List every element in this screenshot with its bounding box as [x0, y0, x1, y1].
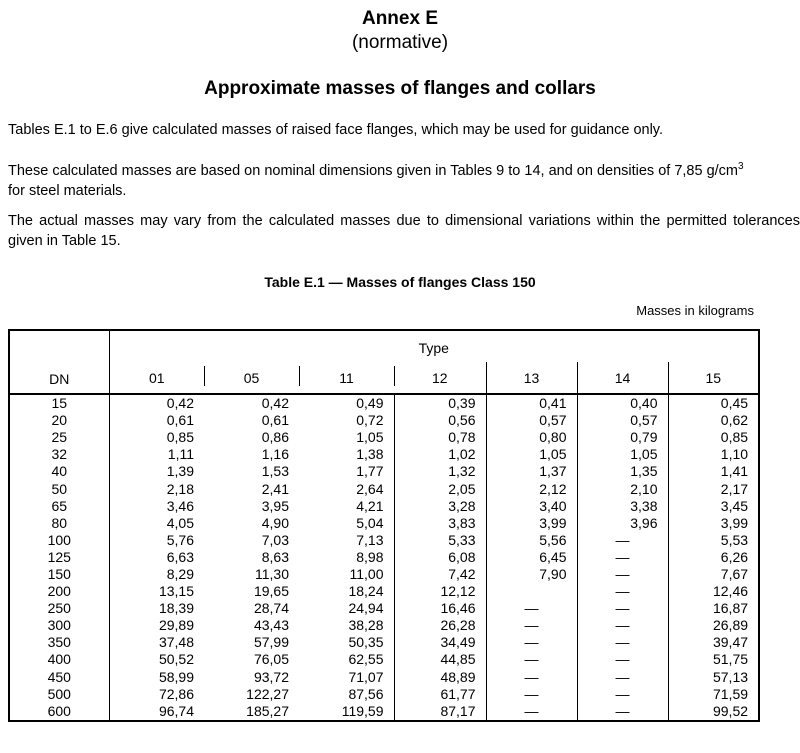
table-row: [9, 634, 759, 651]
mass-cell: 0,72: [356, 412, 384, 429]
dn-cell: 40: [9, 463, 109, 480]
mass-cell: 44,85: [394, 651, 486, 668]
dn-cell: 32: [9, 446, 109, 463]
annex-title: Annex E: [361, 8, 439, 29]
mass-cell: 8,63: [261, 548, 289, 565]
mass-cell: 0,85: [166, 429, 194, 446]
mass-cell: —: [486, 686, 577, 703]
mass-cell: 87,56: [348, 685, 384, 702]
mass-cell: 11,30: [255, 565, 289, 582]
masses-table: [8, 329, 760, 722]
mass-cell: 39,47: [668, 634, 759, 651]
mass-cell: —: [577, 634, 668, 651]
mass-cell: 0,80: [486, 429, 577, 446]
dn-cell: 100: [9, 532, 109, 549]
mass-cell: 3,83: [394, 515, 486, 532]
dn-cell: 15: [9, 394, 109, 412]
column-header: 13: [486, 362, 577, 394]
column-header: 14: [577, 362, 668, 394]
mass-cell: 11,00: [349, 565, 384, 582]
column-header-row: [9, 362, 759, 394]
mass-cell: 4,21: [356, 497, 384, 514]
mass-cell: —: [577, 686, 668, 703]
mass-cell: 6,63: [166, 548, 194, 565]
mass-cell: —: [577, 566, 668, 583]
mass-cell: 0,61: [166, 412, 194, 429]
mass-cell: 48,89: [394, 669, 486, 686]
mass-cell: 28,74: [253, 600, 289, 617]
mass-cell: 2,41: [261, 480, 289, 497]
mass-cell: 18,24: [348, 583, 384, 600]
mass-cell: —: [577, 532, 668, 549]
mass-cell: 3,38: [577, 498, 668, 515]
mass-cell: 0,56: [394, 412, 486, 429]
mass-cell: 0,45: [668, 394, 759, 412]
column-header: 01: [109, 362, 204, 394]
mass-cell: 57,13: [668, 669, 759, 686]
mass-cell: —: [577, 703, 668, 721]
mass-cell: 1,10: [668, 446, 759, 463]
mass-cell: 19,65: [253, 583, 289, 600]
mass-cell: 7,67: [668, 566, 759, 583]
paragraph-guidance: Tables E.1 to E.6 give calculated masses of raised face flanges, which may be used for guidance only.: [8, 122, 664, 138]
mass-cell: 0,40: [577, 394, 668, 412]
mass-cell: 51,75: [668, 651, 759, 668]
mass-cell: 0,62: [668, 412, 759, 429]
table-row: [9, 651, 759, 668]
mass-cell: 5,56: [486, 532, 577, 549]
mass-cell: 0,61: [261, 412, 289, 429]
mass-cell: —: [577, 583, 668, 600]
paragraph-density-tail: for steel materials.: [8, 182, 127, 199]
mass-cell: 1,16: [261, 446, 289, 463]
dn-cell: 600: [9, 703, 109, 721]
mass-cell: 1,39: [166, 463, 194, 480]
dn-header: DN: [9, 330, 109, 394]
mass-cell: 18,39: [158, 600, 194, 617]
column-header: 12: [394, 362, 486, 394]
mass-cell: 16,46: [394, 600, 486, 617]
mass-cell: 0,57: [577, 412, 668, 429]
table-row: [9, 412, 759, 429]
mass-cell: 3,46: [166, 497, 194, 514]
mass-cell: 3,28: [394, 498, 486, 515]
dn-cell: 250: [9, 600, 109, 617]
mass-cell: 62,55: [348, 651, 384, 668]
dn-cell: 350: [9, 634, 109, 651]
type-header: Type: [418, 339, 449, 356]
mass-cell: 12,46: [668, 583, 759, 600]
table-row: [9, 532, 759, 549]
dn-cell: 80: [9, 515, 109, 532]
mass-cell: 1,02: [394, 446, 486, 463]
mass-cell: 119,59: [341, 702, 384, 719]
dn-cell: 25: [9, 429, 109, 446]
mass-cell: 1,37: [486, 463, 577, 480]
mass-cell: —: [486, 669, 577, 686]
dn-cell: 50: [9, 480, 109, 497]
mass-cell: 61,77: [394, 686, 486, 703]
dn-cell: 125: [9, 549, 109, 566]
table-row: [9, 549, 759, 566]
paragraph-density-text: These calculated masses are based on nominal dimensions given in Tables 9 to 14, and on densities of 7,85 g/cm: [8, 162, 739, 179]
mass-cell: 3,40: [486, 498, 577, 515]
mass-cell: 1,35: [577, 463, 668, 480]
mass-cell: 26,28: [394, 617, 486, 634]
mass-cell: —: [577, 600, 668, 617]
mass-cell: 50,52: [158, 651, 194, 668]
mass-cell: 71,59: [668, 686, 759, 703]
mass-cell: 5,04: [356, 514, 384, 531]
mass-cell: —: [577, 549, 668, 566]
mass-cell: 0,78: [394, 429, 486, 446]
mass-cell: 43,43: [253, 617, 289, 634]
mass-cell: 2,10: [577, 480, 668, 497]
mass-cell: 0,86: [261, 429, 289, 446]
mass-cell: 16,87: [668, 600, 759, 617]
mass-cell: 3,96: [577, 515, 668, 532]
mass-cell: [486, 583, 577, 600]
mass-cell: 0,42: [166, 395, 194, 412]
mass-cell: 1,38: [356, 446, 384, 463]
mass-cell: 4,05: [166, 514, 194, 531]
mass-cell: —: [486, 703, 577, 721]
mass-cell: 34,49: [394, 634, 486, 651]
mass-cell: 2,05: [394, 480, 486, 497]
table-row: [9, 498, 759, 515]
dn-cell: 500: [9, 686, 109, 703]
table-row: [9, 394, 759, 412]
mass-cell: 7,13: [356, 531, 384, 548]
table-row: [9, 669, 759, 686]
mass-cell: —: [577, 669, 668, 686]
dn-cell: 300: [9, 617, 109, 634]
mass-cell: 6,08: [394, 549, 486, 566]
mass-cell: 3,95: [261, 497, 289, 514]
mass-cell: 37,48: [158, 634, 194, 651]
mass-cell: 185,27: [246, 702, 289, 719]
mass-cell: 4,90: [261, 514, 289, 531]
units-note: Masses in kilograms: [636, 303, 754, 318]
mass-cell: 1,05: [356, 429, 384, 446]
table-caption: Table E.1 — Masses of flanges Class 150: [264, 274, 536, 290]
mass-cell: 38,28: [348, 617, 384, 634]
mass-cell: 5,76: [166, 531, 194, 548]
mass-cell: 1,11: [167, 446, 194, 463]
mass-cell: 13,15: [158, 583, 194, 600]
paragraph-density-superscript: 3: [738, 161, 744, 172]
mass-cell: 76,05: [253, 651, 289, 668]
mass-cell: 1,53: [261, 463, 289, 480]
table-row: [9, 686, 759, 703]
mass-cell: 87,17: [394, 703, 486, 721]
mass-cell: 8,98: [356, 548, 384, 565]
mass-cell: 8,29: [166, 565, 194, 582]
mass-cell: 0,49: [356, 395, 384, 412]
column-header: 15: [668, 362, 759, 394]
table-row: [9, 703, 759, 721]
column-header: 11: [299, 362, 394, 394]
dn-cell: 450: [9, 669, 109, 686]
table-row: [9, 463, 759, 480]
table-row: [9, 566, 759, 583]
mass-cell: 93,72: [253, 668, 289, 685]
dn-cell: 20: [9, 412, 109, 429]
mass-cell: 1,32: [394, 463, 486, 480]
mass-cell: 3,45: [668, 498, 759, 515]
mass-cell: 99,52: [668, 703, 759, 721]
mass-cell: 5,53: [668, 532, 759, 549]
paragraph-density: [8, 157, 800, 201]
mass-cell: 0,39: [394, 394, 486, 412]
mass-cell: 0,79: [577, 429, 668, 446]
mass-cell: 2,18: [166, 480, 194, 497]
section-title: Approximate masses of flanges and collars: [204, 78, 596, 99]
mass-cell: 2,12: [486, 480, 577, 497]
mass-cell: 24,94: [348, 600, 384, 617]
mass-cell: 72,86: [158, 685, 194, 702]
mass-cell: 2,17: [668, 480, 759, 497]
dn-cell: 150: [9, 566, 109, 583]
mass-cell: 58,99: [158, 668, 194, 685]
mass-cell: 7,03: [261, 531, 289, 548]
mass-cell: 96,74: [158, 702, 194, 719]
dn-cell: 65: [9, 498, 109, 515]
mass-cell: 1,77: [356, 463, 384, 480]
table-row: [9, 480, 759, 497]
mass-cell: 7,90: [486, 566, 577, 583]
table-row: [9, 600, 759, 617]
mass-cell: 122,27: [246, 685, 289, 702]
mass-cell: —: [486, 651, 577, 668]
mass-cell: 1,05: [486, 446, 577, 463]
mass-cell: 0,85: [668, 429, 759, 446]
dn-cell: 400: [9, 651, 109, 668]
mass-cell: —: [577, 617, 668, 634]
mass-cell: 71,07: [348, 668, 384, 685]
mass-cell: 0,41: [486, 394, 577, 412]
table-row: [9, 446, 759, 463]
mass-cell: —: [486, 600, 577, 617]
mass-cell: 3,99: [668, 515, 759, 532]
mass-cell: 26,89: [668, 617, 759, 634]
table-row: [9, 617, 759, 634]
mass-cell: 5,33: [394, 532, 486, 549]
mass-cell: 6,45: [486, 549, 577, 566]
mass-cell: 0,42: [261, 395, 289, 412]
table-row: [9, 429, 759, 446]
mass-cell: 7,42: [394, 566, 486, 583]
mass-cell: —: [486, 617, 577, 634]
mass-cell: 1,41: [668, 463, 759, 480]
table-row: [9, 583, 759, 600]
mass-cell: 6,26: [668, 549, 759, 566]
paragraph-tolerances: The actual masses may vary from the calculated masses due to dimensional variations within the permitted tolerances given in Table 15.: [8, 213, 800, 249]
mass-cell: —: [486, 634, 577, 651]
column-header: 05: [204, 362, 299, 394]
mass-cell: 12,12: [394, 583, 486, 600]
mass-cell: 0,57: [486, 412, 577, 429]
mass-cell: 1,05: [577, 446, 668, 463]
mass-cell: 50,35: [348, 634, 384, 651]
mass-cell: 2,64: [356, 480, 384, 497]
mass-cell: 3,99: [486, 515, 577, 532]
mass-cell: 29,89: [158, 617, 194, 634]
dn-cell: 200: [9, 583, 109, 600]
mass-cell: 57,99: [253, 634, 289, 651]
table-row: [9, 515, 759, 532]
table-body: [9, 394, 759, 721]
annex-subtitle: (normative): [351, 32, 449, 53]
mass-cell: —: [577, 651, 668, 668]
